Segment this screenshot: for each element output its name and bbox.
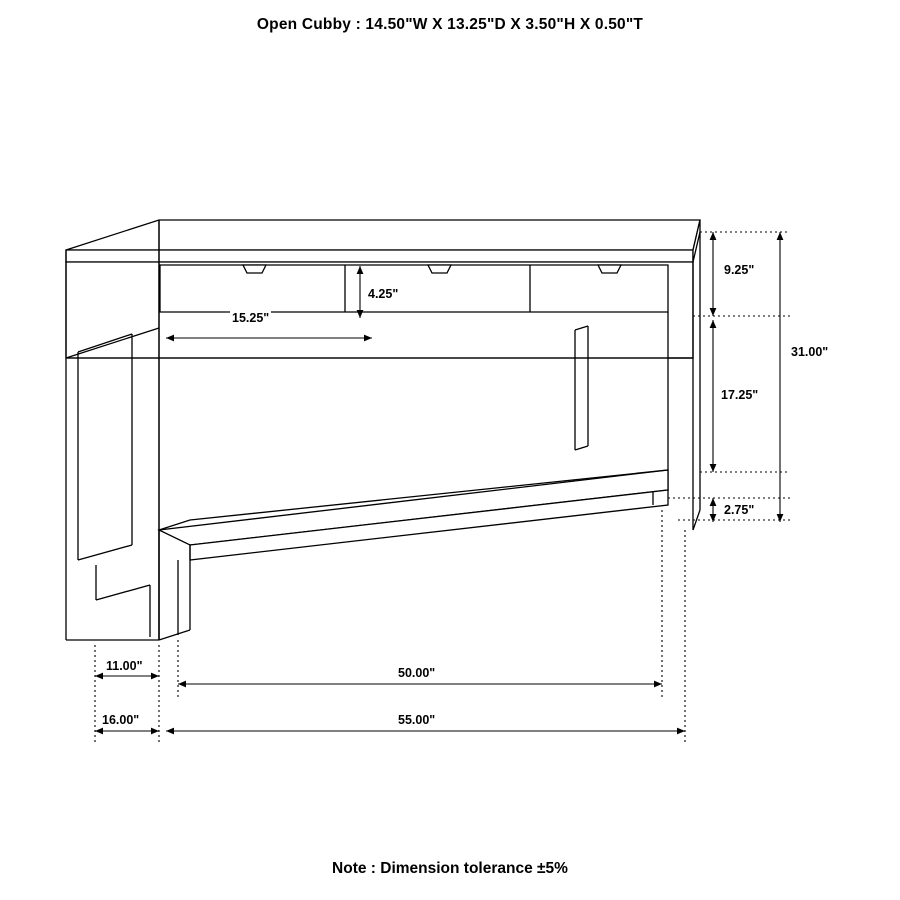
dim-total-height: 31.00" — [791, 345, 829, 359]
dim-top-section-height: 9.25" — [724, 263, 755, 277]
dim-drawer-height: 4.25" — [368, 287, 399, 301]
dim-leg-depth: 11.00" — [106, 659, 143, 673]
page-title: Open Cubby : 14.50"W X 13.25"D X 3.50"H X 0.50"T — [256, 16, 644, 33]
dim-leg-span-width: 50.00" — [398, 666, 436, 680]
dim-drawer-width: 15.25" — [232, 311, 270, 325]
dim-shelf-gap-height: 17.25" — [721, 388, 759, 402]
tolerance-note: Note : Dimension tolerance ±5% — [332, 860, 568, 877]
dim-total-width: 55.00" — [398, 713, 436, 727]
dim-total-depth: 16.00" — [102, 713, 140, 727]
dim-shelf-to-floor: 2.75" — [724, 503, 755, 517]
